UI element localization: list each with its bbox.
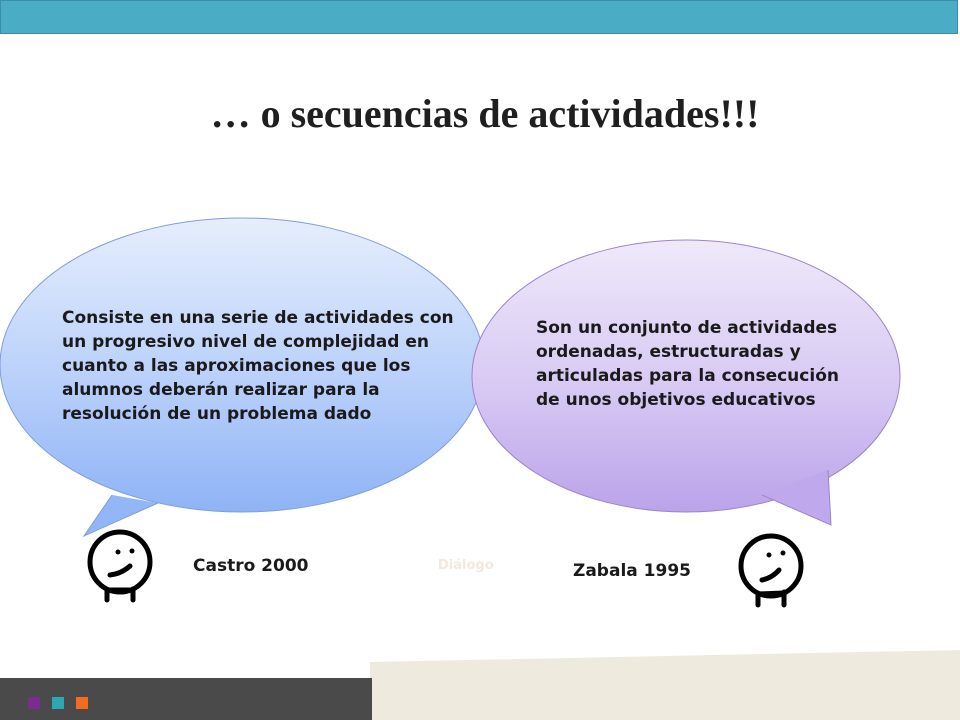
stick-figure-left-icon [90, 532, 150, 600]
footer-square-orange [76, 697, 88, 709]
footer-beige-panel [370, 650, 960, 720]
bubble-left-text: Consiste en una serie de actividades con un progresivo nivel de complejidad en cuanto a las aproximaciones que los alumnos deberán realizar para la resolución de un problema dado [62, 308, 454, 424]
dialog-label: Diálogo [438, 558, 494, 573]
footer-square-teal [52, 697, 64, 709]
slide-title: … o secuencias de actividades!!! [210, 91, 760, 136]
bubble-right-text: Son un conjunto de actividades ordenadas, estructuradas y articuladas para la consecución de unos objetivos educativos [536, 318, 839, 410]
author-caption-right: Zabala 1995 [573, 561, 691, 581]
stick-figure-right-icon [741, 536, 801, 605]
footer-square-purple [28, 697, 40, 709]
author-caption-left: Castro 2000 [193, 556, 309, 576]
